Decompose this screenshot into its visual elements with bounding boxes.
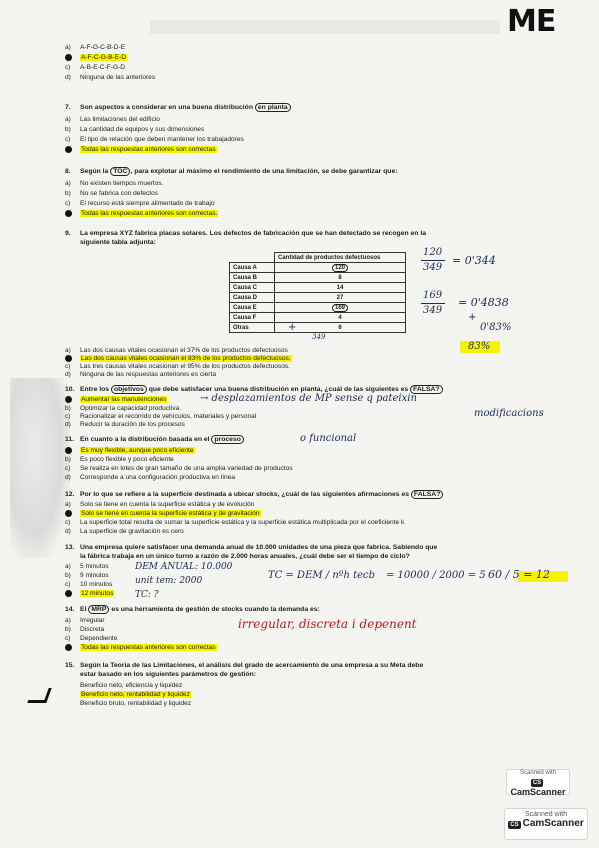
q6-option-d: d) Ninguna de las anteriores [65,74,156,81]
q9-stem-2: siguiente tabla adjunta: [80,239,156,246]
q15-stem-2: estar basado en los siguientes parámetros de gestión: [80,671,257,678]
fraction-bar [421,260,445,261]
q7-option-c: c) El tipo de relación que deben mantener los trabajadores [65,136,244,143]
q7-option-a: a) Las limitaciones del edificio [65,116,160,123]
q12-stem: 12. Por lo que se refiere a la superficie destinada a ubicar stocks, ¿cuál de las siguientes afirmaciones es FALSA? [65,491,443,499]
q15-option-b: Beneficio neto, rentabilidad y liquidez [81,691,190,698]
q14-stem: 14. El MRP es una herramienta de gestión de stocks cuando la demanda es: [65,606,320,613]
camscanner-watermark: Scanned with CSCamScanner [506,769,570,795]
handwritten-note: irregular, discreta i depenent [238,617,417,631]
q11-option-b: b) Es poco flexible y poco eficiente [65,456,174,463]
q9-option-c: c) Las tres causas vitales ocasionan el 95% de los productos defectuosos. [65,363,291,370]
q13-option-d: 12 minutos [81,590,114,597]
q7-option-d: Todas las respuestas anteriores son correctas [81,146,216,153]
table-row: Otras 6 [230,323,406,333]
handwritten-formula: = 10000 / 2000 = 5 [386,570,486,581]
q15-option-c: Beneficio bruto, rentabilidad y liquidez [80,700,192,707]
handwritten-result: = 0'4838 [458,296,509,309]
q10-option-d: d) Reducir la duración de los procesos [65,421,185,428]
handwritten-denominator: 349 [423,262,443,273]
q12-option-b: Solo se tiene en cuenta la superficie estática y de gravitación [81,510,260,517]
camscanner-logo-icon: CS [532,780,542,786]
q7-circled: en planta [255,103,291,112]
fraction-bar [421,303,445,304]
q9-option-b: Las dos causas vitales ocasionan el 83% de los productos defectuosos. [81,355,291,362]
q14-option-a: a) Irregular [65,617,105,624]
q6-option-a: a) A-F-G-C-B-D-E [65,44,126,51]
q7-stem: 7. Son aspectos a considerar en una buena distribución en planta [65,104,291,112]
q13-option-b: b) 9 minutos [65,572,109,579]
handwritten-final: 83% [468,341,491,352]
q12-option-c: c) La superficie total resulta de sumar la superficie estática y la superficie estática multiplicada por el coeficiente k [65,519,405,526]
scan-shadow [10,378,70,558]
q11-stem: 11. En cuanto a la distribución basada en el proceso [65,436,244,444]
handwritten-note: modificacions [474,408,544,419]
table-row: Causa F 4 [230,313,406,323]
q13-stem: 13. Una empresa quiere satisfacer una demanda anual de 10.000 unidades de una pieza que fabrica. Sabiendo que [65,544,438,551]
q6-option-b: A-F-C-G-B-E-D [81,54,127,61]
q10-stem: 10. Entre los objetivos que debe satisfacer una buena distribución en planta, ¿cuál de las siguientes es FALSA? [65,386,443,394]
q10-option-c: c) Racionalizar el recorrido de vehículos, materiales y personal [65,413,257,420]
faded-header [150,20,500,34]
handwritten-plus: + [468,312,477,323]
handwritten-total: 349 [312,333,326,341]
q9-stem: 9. La empresa XYZ fabrica placas solares. Los defectos de fabricación que se han detectado se recogen en la [65,230,427,237]
handwritten-note: DEM ANUAL: 10.000 [135,562,233,572]
table-row: Causa A 120 [230,263,406,273]
q8-option-a: a) No existen tiempos muertos. [65,180,164,187]
q14-option-c: c) Dependiente [65,635,118,642]
q12-option-d: d) La superficie de gravitación es cero [65,528,184,535]
camscanner-watermark: Scanned with CS CamScanner [504,808,588,840]
q15-option-a: Beneficio neto, eficiencia y liquidez [80,682,183,689]
handwritten-sum: 0'83% [480,322,512,333]
q9-option-a: a) Las dos causas vitales ocasionan el 37% de los productos defectuosos [65,347,288,354]
handwritten-note: TC: ? [135,590,159,600]
handwritten-formula: TC = DEM / nºh tecb [268,570,376,581]
table-header-row [230,253,406,263]
table-row: Causa B 8 [230,273,406,283]
handwritten-note: unit tem: 2000 [135,576,203,586]
table-header: Cantidad de productos defectuosos [275,253,406,263]
q10-option-b: b) Optimizar la capacidad productiva. [65,405,182,412]
handwritten-numerator: 169 [423,290,443,301]
q9-option-d: d) Ninguna de las respuestas anteriores es cierta [65,371,216,378]
table-row: Causa D 27 [230,293,406,303]
camscanner-logo-icon: CS [510,822,519,828]
q8-option-b: b) No se fabrica con defectos [65,190,159,197]
q12-option-a: a) Solo se tiene en cuenta la superficie estática y de evolución [65,501,255,508]
handwritten-numerator: 120 [423,247,443,258]
q13-option-a: a) 5 minutos [65,563,109,570]
handwritten-sum-sign: + [288,322,297,333]
q10-option-a: Aumentar las manutenciones [81,396,167,403]
table-row: Causa E 169 [230,303,406,313]
handwritten-result: = 0'344 [452,254,496,267]
q11-option-a: Es muy flexible, aunque poco eficiente [81,447,194,454]
pen-mark [27,688,51,703]
q13-option-c: c) 10 minutos [65,581,113,588]
defects-table [229,252,406,333]
q14-option-d: Todas las respuestas anteriores son correctas [81,644,216,651]
corner-mark: ME [507,4,556,39]
q8-option-d: Todas las respuestas anteriores son correctas. [81,210,218,217]
handwritten-note: → desplazamientos de MP sense q pateixin [200,393,417,404]
q11-option-d: d) Corresponde a una configuración productiva en línea [65,474,236,481]
handwritten-note: o funcional [300,433,357,444]
q11-option-c: c) Se realiza en lotes de gran tamaño de una amplia variedad de productos [65,465,293,472]
q13-stem-2: la fábrica trabaja en un único turno a razón de 2.000 horas anuales, ¿cuál debe ser el tiempo de ciclo? [80,553,410,560]
q15-stem: 15. Según la Teoría de las Limitaciones, el análisis del grado de acercamiento de una empresa a su Meta debe [65,662,424,669]
q7-option-b: b) La cantidad de equipos y sus dimensiones [65,126,205,133]
handwritten-denominator: 349 [423,305,443,316]
q14-option-b: b) Discreta [65,626,105,633]
handwritten-result: 60 / 5 = 12 [488,568,550,581]
q8-stem: 8. Según la TOC , para explotar al máximo el rendimiento de una limitación, se debe garantizar que: [65,168,398,175]
q6-option-c: c) A-B-E-C-F-G-D [65,64,126,71]
q8-option-c: c) El recurso está siempre alimentado de trabajo [65,200,215,207]
q8-circled: TOC [110,167,130,176]
table-row: Causa C 14 [230,283,406,293]
